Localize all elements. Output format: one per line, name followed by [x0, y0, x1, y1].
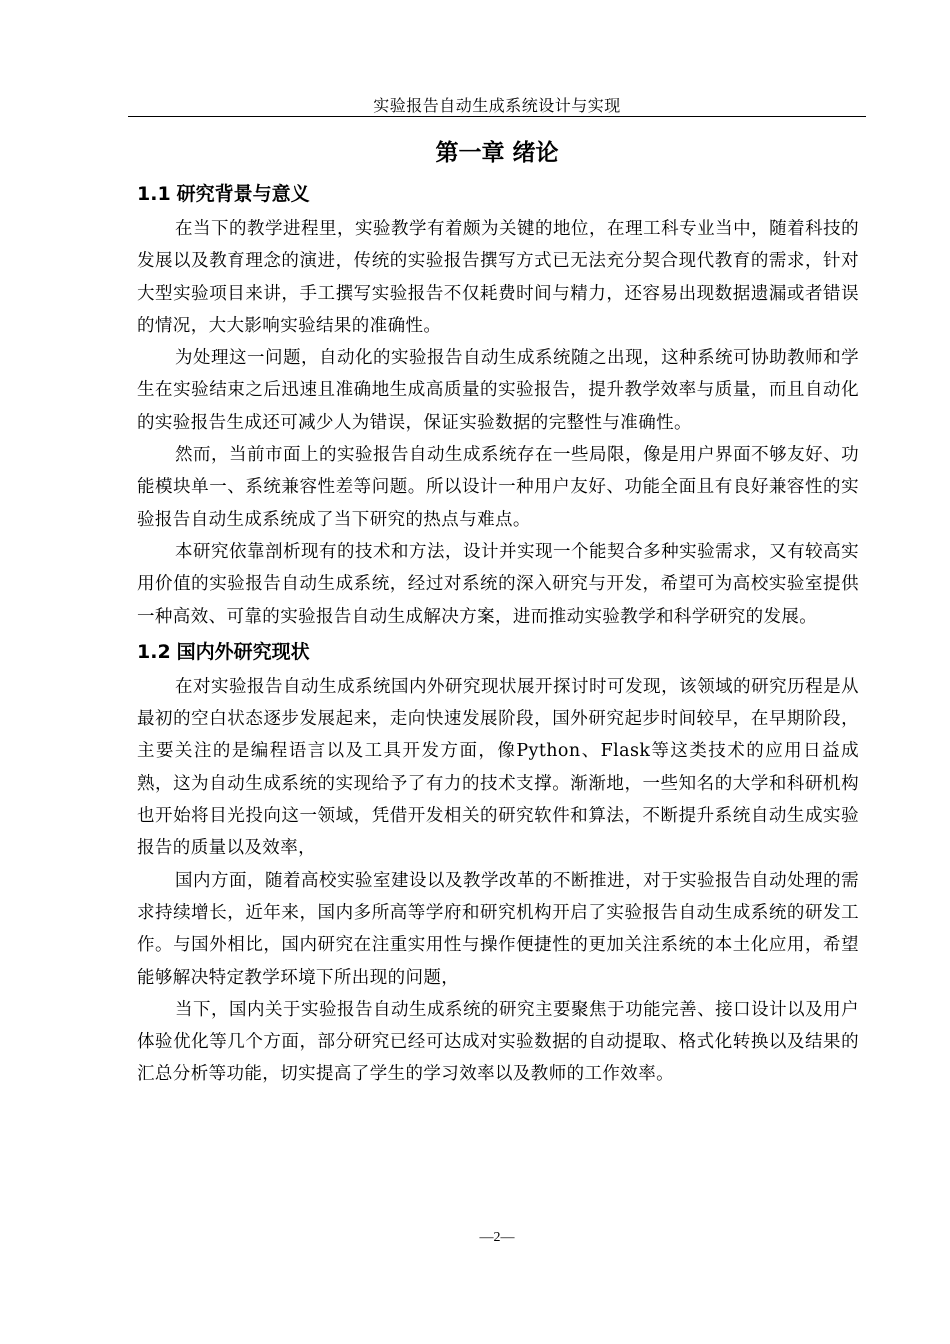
paragraph: 为处理这一问题，自动化的实验报告自动生成系统随之出现，这种系统可协助教师和学生在实验结束之后迅速且准确地生成高质量的实验报告，提升教学效率与质量，而且自动化的实验报告生成还可减少人为错误，保证实验数据的完整性与准确性。 — [137, 348, 859, 433]
section-1-1 — [137, 178, 859, 633]
running-header: 实验报告自动生成系统设计与实现 — [373, 96, 621, 115]
page-number: —2— — [479, 1230, 515, 1245]
section-heading — [137, 178, 859, 210]
section-heading — [137, 636, 859, 668]
body-content — [137, 178, 859, 1091]
paragraph: 本研究依靠剖析现有的技术和方法，设计并实现一个能契合多种实验需求，又有较高实用价值的实验报告自动生成系统，经过对系统的深入研究与开发，希望可为高校实验室提供一种高效、可靠的实验报告自动生成解决方案，进而推动实验教学和科学研究的发展。 — [137, 541, 859, 627]
section-1-2 — [137, 636, 859, 1091]
section-title: 研究背景与意义 — [176, 183, 310, 205]
section-number: 1.1 — [137, 183, 171, 205]
header-divider — [128, 116, 866, 117]
section-number: 1.2 — [137, 640, 171, 663]
section-title: 国内外研究现状 — [176, 640, 310, 663]
chapter-title: 第一章 绪论 — [435, 140, 559, 166]
paragraph: 在对实验报告自动生成系统国内外研究现状展开探讨时可发现，该领域的研究历程是从最初的空白状态逐步发展起来，走向快速发展阶段，国外研究起步时间较早，在早期阶段，主要关注的是编程语言以及工具开发方面，像Python、Flask等这类技术的应用日益成熟，这为自动生成系统的实现给予了有力的技术支撑。渐渐地，一些知名的大学和科研机构也开始将目光投向这一领域，凭借开发相关的研究软件和算法，不断提升系统自动生成实验报告的质量以及效率， — [137, 676, 859, 859]
paragraph: 然而，当前市面上的实验报告自动生成系统存在一些局限，像是用户界面不够友好、功能模块单一、系统兼容性差等问题。所以设计一种用户友好、功能全面且有良好兼容性的实验报告自动生成系统成了当下研究的热点与难点。 — [137, 445, 859, 530]
paragraph: 在当下的教学进程里，实验教学有着颇为关键的地位，在理工科专业当中，随着科技的发展以及教育理念的演进，传统的实验报告撰写方式已无法充分契合现代教育的需求，针对大型实验项目来讲，手工撰写实验报告不仅耗费时间与精力，还容易出现数据遗漏或者错误的情况，大大影响实验结果的准确性。 — [137, 219, 859, 336]
paragraph: 当下，国内关于实验报告自动生成系统的研究主要聚焦于功能完善、接口设计以及用户体验优化等几个方面，部分研究已经可达成对实验数据的自动提取、格式化转换以及结果的汇总分析等功能，切实提高了学生的学习效率以及教师的工作效率。 — [137, 999, 859, 1085]
paragraph: 国内方面，随着高校实验室建设以及教学改革的不断推进，对于实验报告自动处理的需求持续增长，近年来，国内多所高等学府和研究机构开启了实验报告自动生成系统的研发工作。与国外相比，国内研究在注重实用性与操作便捷性的更加关注系统的本土化应用，希望能够解决特定教学环境下所出现的问题， — [137, 870, 859, 988]
